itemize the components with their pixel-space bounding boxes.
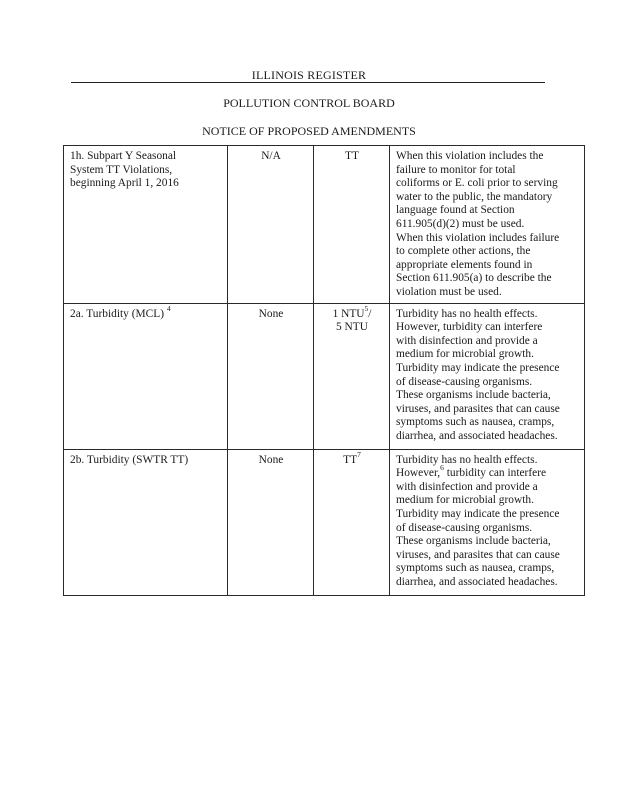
explanation-line: appropriate elements found in [396, 258, 533, 271]
explanation-cell [390, 449, 585, 595]
explanation-line: diarrhea, and associated headaches. [396, 429, 558, 442]
footnote-marker: 4 [166, 303, 171, 313]
explanation-line: When this violation includes failure [396, 231, 560, 244]
explanation-line: Turbidity may indicate the presence [396, 361, 560, 374]
violation-description-line: beginning April 1, 2016 [70, 177, 179, 190]
explanation-line: Section 611.905(a) to describe the [396, 272, 552, 285]
explanation-line: symptoms such as nausea, cramps, [396, 416, 555, 429]
footnote-marker: 6 [440, 463, 444, 473]
violation-description-cell [64, 146, 228, 304]
explanation-line: When this violation includes the [396, 150, 544, 162]
explanation-line: violation must be used. [396, 285, 502, 298]
explanation-line: water to the public, the mandatory [396, 190, 553, 203]
explanation-line: Turbidity has no health effects. [396, 453, 538, 466]
explanation-text: However, [396, 467, 441, 480]
explanation-line: Turbidity may indicate the presence [396, 507, 560, 520]
violation-description-line: 1h. Subpart Y Seasonal [70, 150, 177, 162]
notice-title: NOTICE OF PROPOSED AMENDMENTS [202, 124, 416, 138]
col-b-value: TT [343, 453, 358, 466]
col-a-value: N/A [261, 150, 281, 162]
table-row [64, 303, 585, 449]
col-b-cell [314, 303, 390, 449]
violations-table [63, 145, 585, 596]
col-a-value: None [258, 307, 284, 320]
explanation-line: 611.905(d)(2) must be used. [396, 217, 525, 230]
explanation-line: viruses, and parasites that can cause [396, 402, 560, 415]
col-b-value: 5 NTU [336, 321, 368, 334]
footnote-marker: 7 [357, 449, 361, 459]
explanation-line: of disease-causing organisms. [396, 521, 533, 534]
col-a-cell [228, 303, 314, 449]
footnote-marker: 5 [364, 303, 369, 313]
explanation-line: However, turbidity can interfere [396, 321, 543, 334]
col-a-cell [228, 449, 314, 595]
board-title: POLLUTION CONTROL BOARD [223, 96, 395, 110]
explanation-line: Turbidity has no health effects. [396, 307, 538, 320]
violation-description-line: System TT Violations, [70, 163, 173, 176]
explanation-line: These organisms include bacteria, [396, 389, 551, 402]
explanation-line: diarrhea, and associated headaches. [396, 575, 558, 588]
explanation-text: turbidity can interfere [443, 467, 547, 480]
explanation-line: medium for microbial growth. [396, 348, 534, 361]
explanation-line: with disinfection and provide a [396, 480, 538, 493]
explanation-cell [390, 303, 585, 449]
explanation-line: of disease-causing organisms. [396, 375, 533, 388]
col-b-value: TT [345, 150, 359, 162]
explanation-line: medium for microbial growth. [396, 494, 534, 507]
explanation-line: failure to monitor for total [396, 163, 516, 176]
explanation-line: viruses, and parasites that can cause [396, 548, 560, 561]
explanation-line: to complete other actions, the [396, 245, 531, 258]
register-title: ILLINOIS REGISTER [251, 68, 367, 82]
col-b-value: 1 NTU [332, 307, 365, 320]
col-b-cell [314, 449, 390, 595]
col-b-cell [314, 146, 390, 304]
explanation-line: with disinfection and provide a [396, 334, 538, 347]
explanation-line [396, 463, 579, 481]
explanation-line: symptoms such as nausea, cramps, [396, 562, 555, 575]
col-b-separator: / [368, 307, 372, 320]
col-b-line [320, 303, 384, 322]
col-a-cell [228, 146, 314, 304]
col-a-value: None [258, 453, 284, 466]
table-row [64, 449, 585, 595]
explanation-line: coliforms or E. coli prior to serving [396, 177, 558, 190]
header-rule [71, 82, 545, 83]
table-row [64, 146, 585, 304]
violation-description: 2a. Turbidity (MCL) [70, 307, 164, 320]
violation-description-cell [64, 303, 228, 449]
violation-description-cell [64, 449, 228, 595]
explanation-cell [390, 146, 585, 304]
explanation-line: These organisms include bacteria, [396, 535, 551, 548]
violation-description: 2b. Turbidity (SWTR TT) [70, 453, 189, 466]
explanation-line: language found at Section [396, 204, 515, 217]
